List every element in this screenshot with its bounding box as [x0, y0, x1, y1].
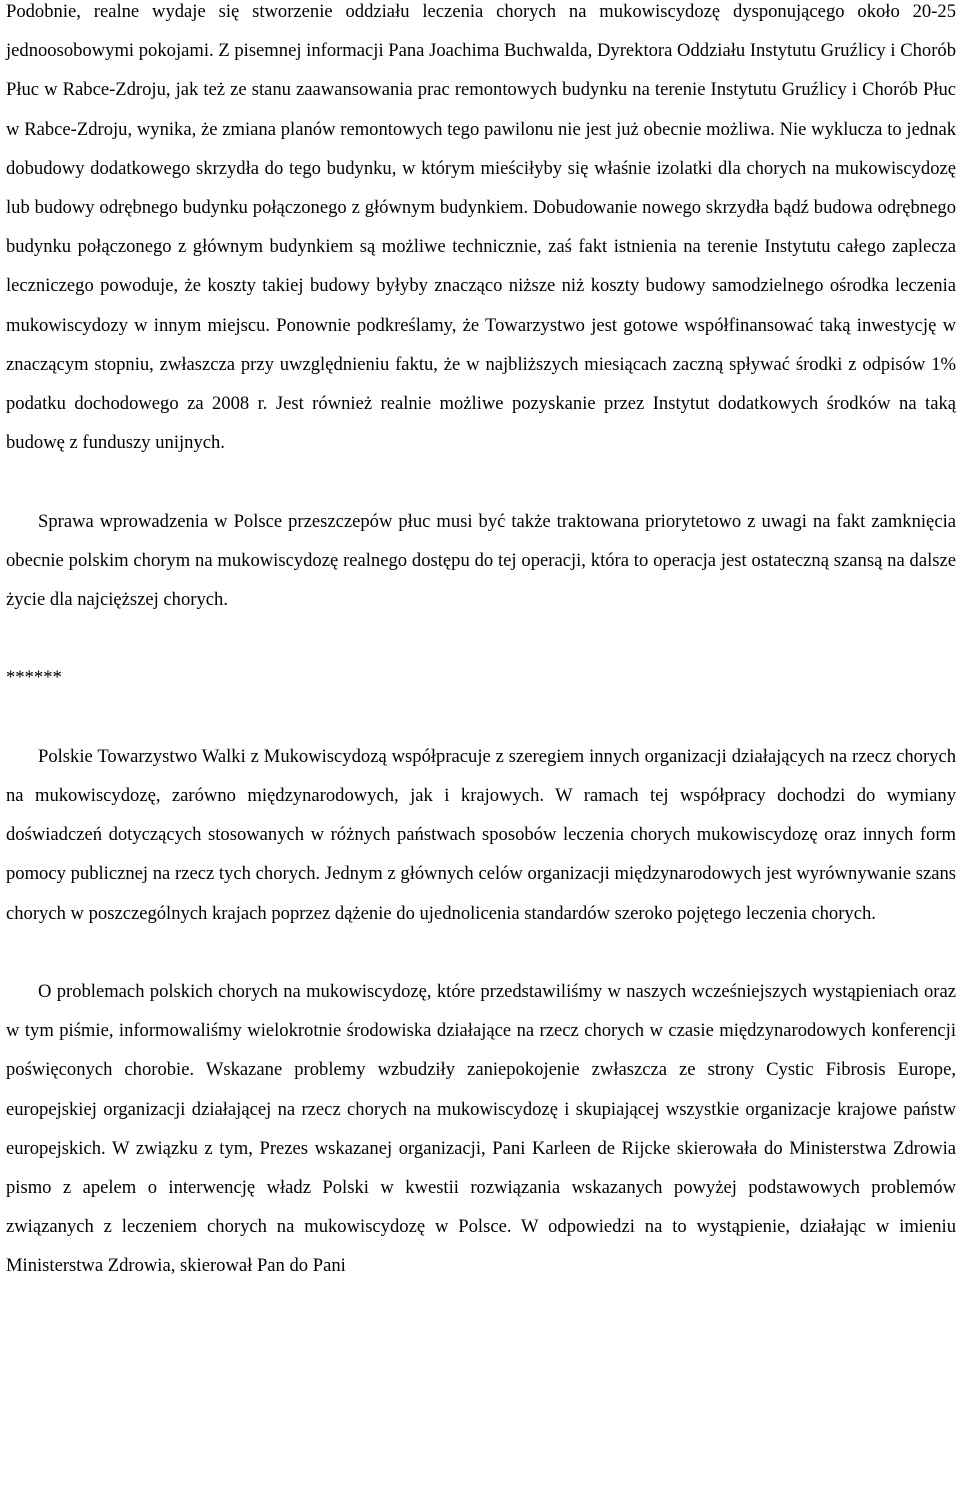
paragraph-gap: [6, 619, 956, 658]
paragraph-gap: [6, 462, 956, 501]
paragraph-gap: [6, 933, 956, 972]
paragraph-cooperation: Polskie Towarzystwo Walki z Mukowiscydozą współpracuje z szeregiem innych organizacji działających na rzecz chorych na mukowiscydozę, zarówno międzynarodowych, jak i krajowych. W ramach tej współpracy dochodzi do wymiany doświadczeń dotyczących stosowanych w różnych państwach sposobów leczenia chorych mukowiscydozę oraz innych form pomocy publicznej na rzecz tych chorych. Jednym z głównych celów organizacji międzynarodowych jest wyrównywanie szans chorych w poszczególnych krajach poprzez dążenie do ujednolicenia standardów szeroko pojętego leczenia chorych.: [6, 745, 956, 924]
paragraph-cf-europe: O problemach polskich chorych na mukowiscydozę, które przedstawiliśmy w naszych wcześniejszych wystąpieniach oraz w tym piśmie, informowaliśmy wielokrotnie środowiska działające na rzecz chorych w czasie międzynarodowych konferencji poświęconych chorobie. Wskazane problemy wzbudziły zaniepokojenie zwłaszcza ze strony Cystic Fibrosis Europe, europejskiej organizacji działającej na rzecz chorych na mukowiscydozę i skupiającej wszystkie organizacje krajowe państw europejskich. W związku z tym, Prezes wskazanej organizacji, Pani Karleen de Rijcke skierowała do Ministerstwa Zdrowia pismo z apelem o interwencję władz Polski w kwestii rozwiązania wskazanych powyżej podstawowych problemów związanych z leczeniem chorych na mukowiscydozę w Polsce. W odpowiedzi na to wystąpienie, działając w imieniu Ministerstwa Zdrowia, skierował Pan do Pani: [6, 981, 956, 1277]
paragraph-lung-transplants: Sprawa wprowadzenia w Polsce przeszczepów płuc musi być także traktowana priorytetowo z uwagi na fakt zamknięcia obecnie polskim chorym na mukowiscydozę realnego dostępu do tej operacji, która to operacja jest ostateczną szansą na dalsze życie dla najcięższej chorych.: [6, 510, 956, 611]
document-page: [6, 0, 956, 1286]
paragraph-rabka-ward: Podobnie, realne wydaje się stworzenie oddziału leczenia chorych na mukowiscydozę dysponującego około 20-25 jednoosobowymi pokojami. Z pisemnej informacji Pana Joachima Buchwalda, Dyrektora Oddziału Instytutu Gruźlicy i Chorób Płuc w Rabce-Zdroju, jak też ze stanu zaawansowania prac remontowych budynku na terenie Instytutu Gruźlicy i Chorób Płuc w Rabce-Zdroju, wynika, że zmiana planów remontowych tego pawilonu nie jest już obecnie możliwa. Nie wyklucza to jednak dobudowy dodatkowego skrzydła do tego budynku, w którym mieściłyby się właśnie izolatki dla chorych na mukowiscydozę lub budowy odrębnego budynku połączonego z głównym budynkiem. Dobudowanie nowego skrzydła bądź budowa odrębnego budynku połączonego z głównym budynkiem są możliwe technicznie, zaś fakt istnienia na terenie Instytutu całego zaplecza leczniczego powoduje, że koszty takiej budowy byłyby znacząco niższe niż koszty budowy samodzielnego ośrodka leczenia mukowiscydozy w innym miejscu. Ponownie podkreślamy, że Towarzystwo jest gotowe współfinansować taką inwestycję w znaczącym stopniu, zwłaszcza przy uwzględnieniu faktu, że w najbliższych miesiącach zaczną spływać środki z odpisów 1% podatku dochodowego za 2008 r. Jest również realnie możliwe pozyskanie przez Instytut dodatkowych środków na taką budowę z funduszy unijnych.: [6, 1, 956, 454]
section-separator: ******: [6, 667, 62, 689]
paragraph-gap: [6, 698, 956, 737]
